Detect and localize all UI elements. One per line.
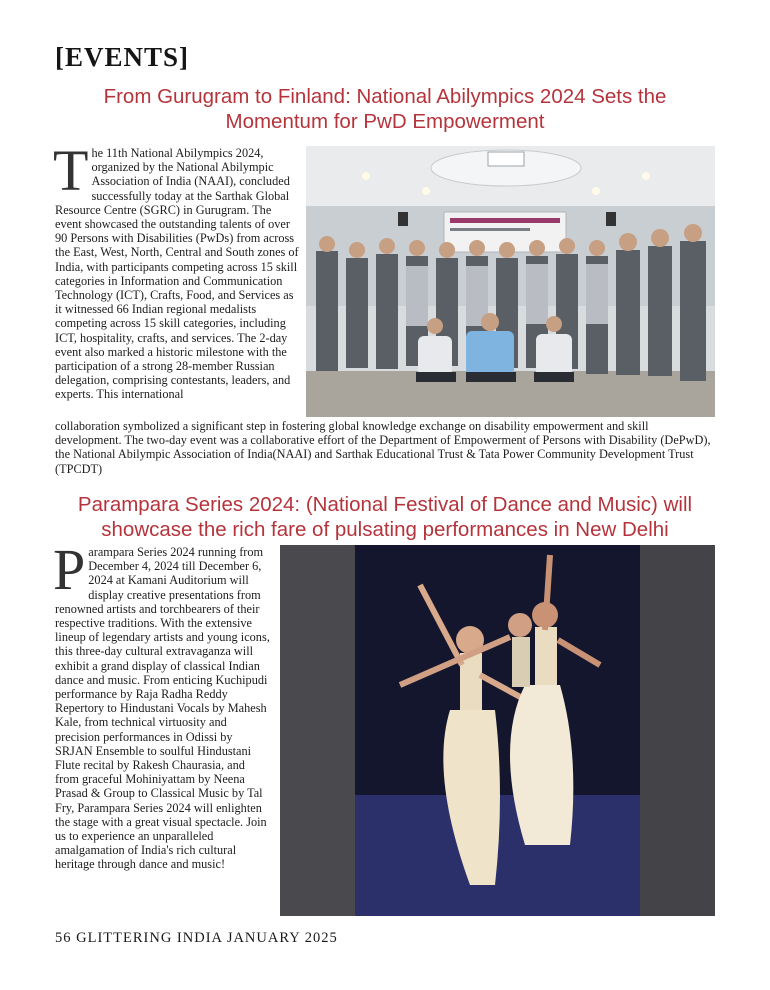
group-photo: [306, 146, 715, 417]
article1-body-continued: collaboration symbolized a significant step in fostering global knowledge exchange on disability empowerment and skill development. The two-day event was a collaborative effort of the Department of Empowerment of Persons with Disability (DePwD), the National Abilympic Association of India(NAAI) and Sarthak Educational Trust & Tata Power Community Development Trust (TPCDT): [55, 419, 711, 476]
article1-body: [53, 138, 300, 416]
article1-dropcap: T: [53, 138, 89, 203]
article1-text: he 11th National Abilympics 2024, organized by the National Abilympic Association of India (NAAI), concluded successfully today at the Sarthak Global Resource Centre (SGRC) in Gurugram. The event showcased the outstanding talents of over 90 Persons with Disabilities (PwDs) from across the East, West, North, Central and South zones of India, with participants competing across 15 skill categories in Information and Communication Technology (ICT), Crafts, Food, and Services as it witnessed 66 Indian regional medalists competing across 15 skill categories, including ICT, hospitality, crafts, and services. The 2-day event also marked a historic milestone with the participation of a strong 28-member Russian delegation, comprising contestants, leaders, and experts. This international: [55, 146, 299, 402]
dance-photo-illustration: [280, 545, 715, 916]
article1-headline: From Gurugram to Finland: National Abilympics 2024 Sets the Momentum for PwD Empowerment: [103, 85, 667, 133]
article2-headline: Parampara Series 2024: (National Festival of Dance and Music) will showcase the rich fare of pulsating performances in New Delhi: [77, 493, 693, 541]
group-photo-illustration: [306, 146, 715, 417]
section-label: [EVENTS]: [55, 42, 190, 72]
article2-text: arampara Series 2024 running from December 4, 2024 till December 6, 2024 at Kamani Auditorium will display creative presentations from renowned artists and torchbearers of their respective traditions. With the extensive lineup of legendary artists and young icons, this three-day cultural extravaganza will exhibit a grand display of classical Indian dance and music. From enticing Kuchipudi performance by Raja Radha Reddy Repertory to Hindustani Vocals by Mahesh Kale, from technical virtuosity and precision performances in Odissi by SRJAN Ensemble to soulful Hindustani Flute recital by Rakesh Chaurasia, and from graceful Mohiniyattam by Neena Prasad & Group to Classical Music by Tal Fry, Parampara Series 2024 will enlighten the stage with a great visual spectacle. Join us to experience an unparalleled amalgamation of India's rich cultural heritage through dance and music!: [55, 545, 270, 872]
article2-body: [53, 537, 270, 872]
dance-photo: [280, 545, 715, 916]
article2-dropcap: P: [53, 537, 86, 602]
page-footer: 56 GLITTERING INDIA JANUARY 2025: [55, 930, 338, 946]
